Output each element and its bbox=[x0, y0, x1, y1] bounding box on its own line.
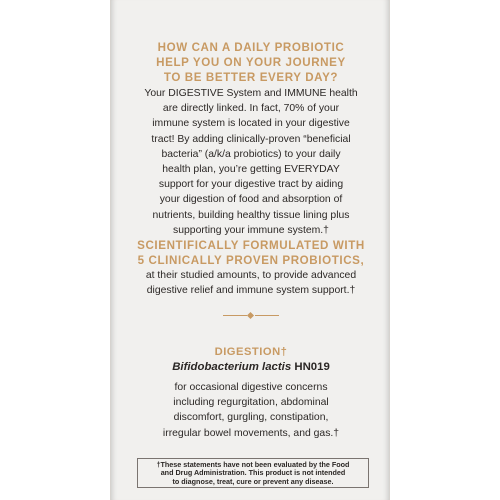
formulation-heading: SCIENTIFICALLY FORMULATED WITH 5 CLINICALLY PROVEN PROBIOTICS, bbox=[137, 239, 365, 267]
digestion-heading: DIGESTION† bbox=[214, 346, 288, 358]
formulation-paragraph: at their studied amounts, to provide advanced digestive relief and immune system support.† bbox=[145, 270, 357, 297]
probiotic-journey-heading: HOW CAN A DAILY PROBIOTIC HELP YOU ON YOUR JOURNEY TO BE BETTER EVERY DAY? bbox=[156, 41, 346, 84]
divider-line-left bbox=[223, 315, 247, 316]
species-name: Bifidobacterium lactis bbox=[172, 361, 292, 373]
ornamental-divider bbox=[223, 312, 279, 320]
strain-code: HN019 bbox=[291, 361, 330, 373]
divider-diamond-icon bbox=[247, 312, 254, 319]
digestion-benefits-paragraph: for occasional digestive concerns including regurgitation, abdominal discomfort, gurgling, constipation, irregular bowel movements, and gas.† bbox=[162, 382, 340, 439]
divider-line-right bbox=[255, 315, 279, 316]
digestive-immune-paragraph: Your DIGESTIVE System and IMMUNE health are directly linked. In fact, 70% of your immune system is located in your digestive tract! By adding clinically-proven “beneficial bacteria” (a/k/a probiotics) to your daily health plan, you’re getting EVERYDAY support for your digestive tract by aiding your digestion of food and absorption of nutrients, building healthy tissue lining plus supporting your immune system.† bbox=[144, 88, 358, 236]
fda-disclaimer: †These statements have not been evaluated by the Food and Drug Administration. This product is not intended to diagnose, treat, cure or prevent any disease. bbox=[137, 458, 369, 488]
package-panel bbox=[110, 0, 390, 500]
strain-name bbox=[111, 361, 391, 373]
